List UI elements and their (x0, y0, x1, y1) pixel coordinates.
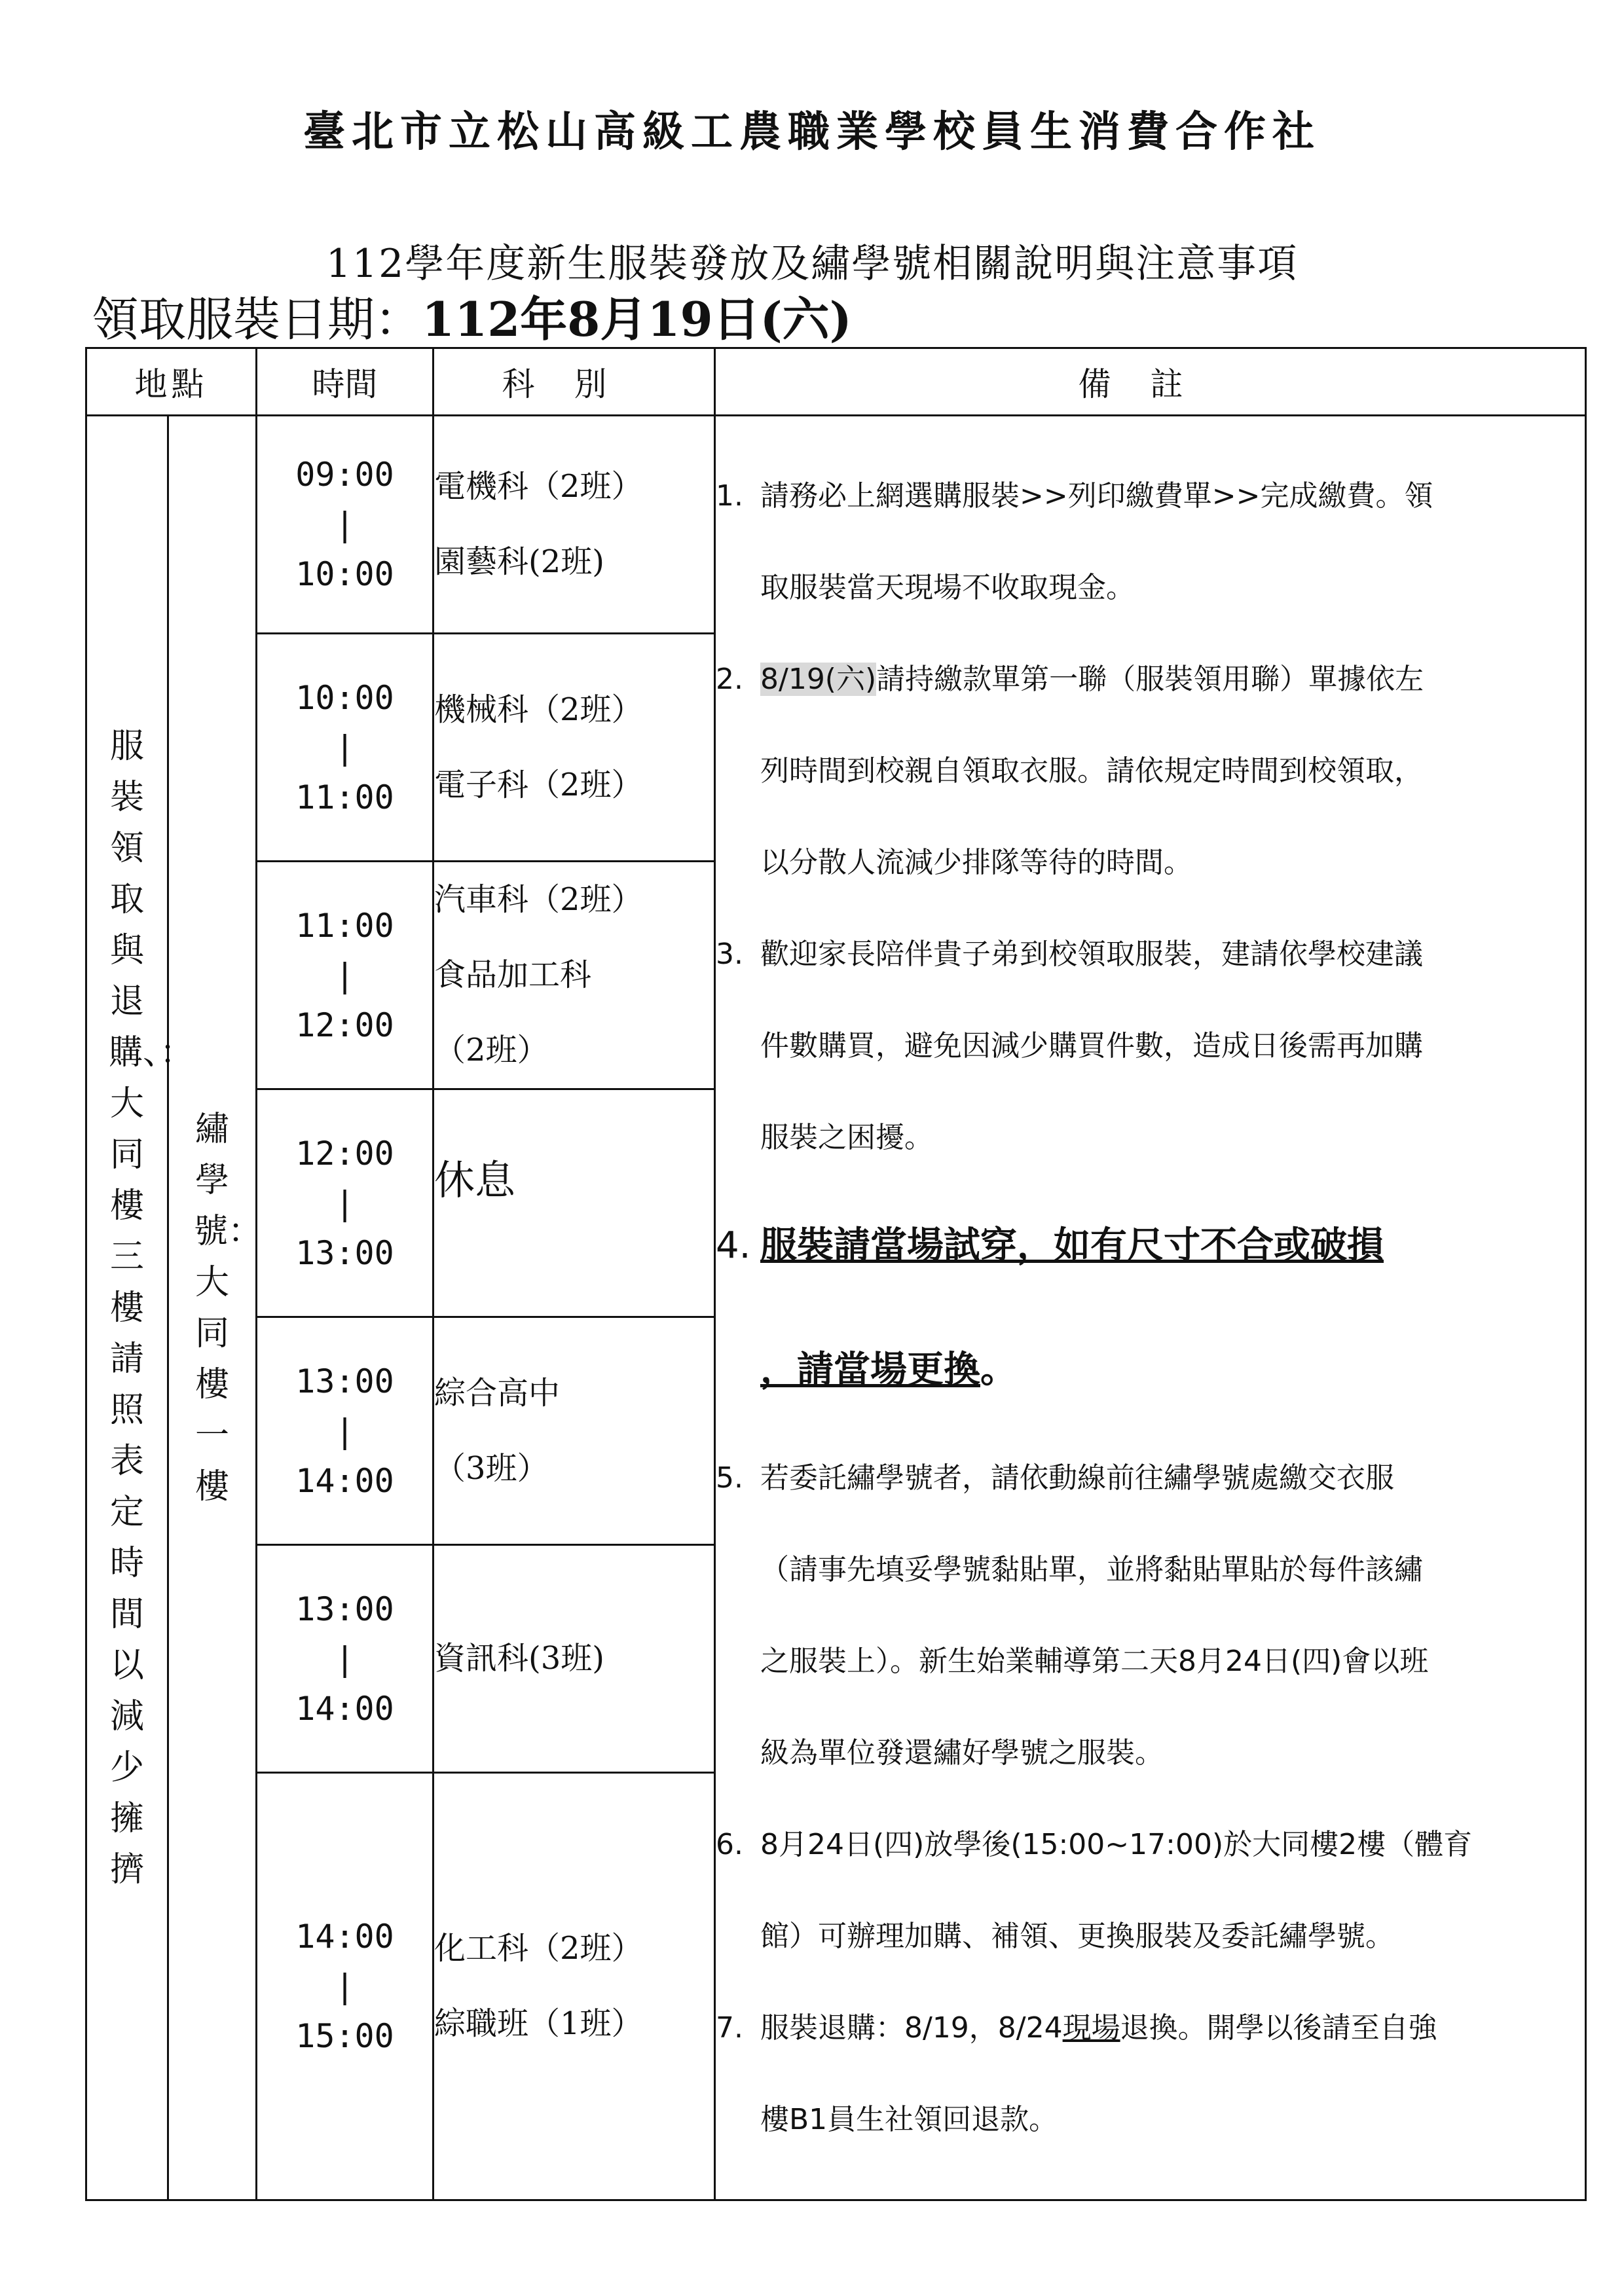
time-end: 14:00 (295, 1461, 394, 1500)
table-header-row (86, 348, 1586, 416)
note-text: 取服裝當天現場不收取現金。 (760, 570, 1135, 604)
time-slot-4 (257, 1089, 434, 1317)
time-separator: | (335, 728, 355, 767)
time-slot-1 (257, 416, 434, 634)
location-embroidery-cell (168, 416, 263, 2200)
note-text: 樓B1員生社領回退款。 (760, 2102, 1058, 2136)
subject-line: 化工科（2班） (434, 1930, 643, 1967)
time-slot-3 (257, 862, 434, 1089)
pickup-date-label: 領取服裝日期： (92, 292, 422, 347)
note-2 (716, 634, 1585, 909)
note-text: 服裝之困擾。 (760, 1120, 933, 1154)
note-text: 若委託繡學號者，請依動線前往繡學號處繳交衣服 (760, 1461, 1394, 1495)
time-end: 14:00 (295, 1689, 394, 1728)
note-number: 1. (716, 479, 743, 513)
note-text: 8月24日(四)放學後(15:00~17:00)於大同樓2樓（體育 (760, 1827, 1473, 1861)
header-location: 地點 (86, 348, 257, 416)
note-1 (716, 450, 1585, 634)
subject-line: 資訊科(3班) (434, 1640, 604, 1677)
note-4 (716, 1184, 1585, 1432)
note-text: 服裝退購：8/19，8/24 (760, 2011, 1063, 2045)
note-text: 館）可辦理加購、補領、更換服裝及委託繡學號。 (760, 1919, 1394, 1953)
time-separator: | (335, 505, 355, 543)
location-main-text: 服裝領取與退購、：大同樓三樓請照表定時間以減少擁擠 (109, 726, 194, 1889)
subject-cell (434, 1773, 715, 2200)
subject-line: 汽車科（2班） (434, 881, 643, 918)
time-separator: | (335, 956, 355, 994)
subject-line: 機械科（2班） (434, 691, 643, 728)
subject-line: 電子科（2班） (434, 766, 643, 803)
note-text: 歡迎家長陪伴貴子弟到校領取服裝，建請依學校建議 (760, 937, 1423, 971)
note-text: 以分散人流減少排隊等待的時間。 (760, 845, 1192, 879)
note-number: 5. (716, 1461, 743, 1495)
time-start: 10:00 (295, 678, 394, 717)
time-separator: | (335, 1184, 355, 1222)
note-6 (716, 1799, 1585, 1982)
subject-cell (434, 416, 715, 634)
subject-cell (434, 634, 715, 862)
note-text: 退換。開學以後請至自強 (1120, 2011, 1437, 2045)
time-separator: | (335, 1967, 355, 2005)
subject-line: （3班） (434, 1449, 549, 1487)
note-3 (716, 909, 1585, 1184)
time-end: 15:00 (295, 2017, 394, 2055)
subject-cell (434, 1317, 715, 1545)
location-embroidery-text: 繡學號：大同樓一樓 (194, 1109, 263, 1506)
time-slot-6 (257, 1545, 434, 1773)
note-text: （請事先填妥學號黏貼單，並將黏貼單貼於每件該繡 (760, 1552, 1423, 1586)
subject-line: 綜職班（1班） (434, 2005, 643, 2042)
page-subtitle: 112學年度新生服裝發放及繡學號相關說明與注意事項 (325, 241, 1299, 287)
time-start: 11:00 (295, 906, 394, 945)
note-7 (716, 1982, 1585, 2166)
time-start: 13:00 (295, 1590, 394, 1628)
note-emphasis: 服裝請當場試穿，如有尺寸不合或破損 (760, 1224, 1384, 1267)
location-main-cell (86, 416, 194, 2200)
subject-line: （2班） (434, 1032, 549, 1068)
subject-line: 電機科（2班） (434, 468, 643, 505)
note-5 (716, 1432, 1585, 1799)
subject-cell (434, 862, 715, 1089)
notes-cell (715, 416, 1586, 2200)
subject-line: 綜合高中 (434, 1374, 561, 1412)
time-slot-7 (257, 1773, 434, 2200)
page-title: 臺北市立松山高級工農職業學校員生消費合作社 (303, 107, 1321, 156)
schedule-table (85, 347, 1587, 2201)
subject-rest: 休息 (434, 1156, 516, 1204)
header-time: 時間 (257, 348, 434, 416)
note-emphasis: ，請當場更換 (760, 1348, 980, 1391)
subject-line: 食品加工科 (434, 957, 592, 993)
time-slot-5 (257, 1317, 434, 1545)
note-text: 請務必上網選購服裝>>列印繳費單>>完成繳費。領 (760, 479, 1433, 513)
subject-line: 園藝科(2班) (434, 543, 604, 580)
note-text: 級為單位發還繡好學號之服裝。 (760, 1736, 1164, 1770)
note-text: 列時間到校親自領取衣服。請依規定時間到校領取， (760, 754, 1423, 788)
pickup-date-value: 112年8月19日(六) (422, 291, 852, 347)
time-end: 13:00 (295, 1233, 394, 1272)
note-number: 4. (716, 1224, 751, 1267)
time-separator: | (335, 1639, 355, 1678)
time-end: 10:00 (295, 555, 394, 593)
note-text: 。 (980, 1348, 1017, 1391)
table-row (86, 416, 1586, 634)
time-separator: | (335, 1412, 355, 1450)
note-number: 6. (716, 1827, 743, 1861)
note-underline: 現場 (1062, 2011, 1120, 2045)
subject-cell (434, 1089, 715, 1317)
note-highlight-date: 8/19(六) (760, 662, 877, 696)
header-notes: 備註 (715, 348, 1586, 416)
time-end: 11:00 (295, 778, 394, 816)
time-start: 14:00 (295, 1918, 394, 1956)
header-subject: 科別 (434, 348, 715, 416)
note-number: 7. (716, 2011, 743, 2045)
note-number: 2. (716, 662, 743, 696)
note-text: 件數購買，避免因減少購買件數，造成日後需再加購 (760, 1029, 1423, 1063)
time-start: 09:00 (295, 456, 394, 494)
time-slot-2 (257, 634, 434, 862)
note-text: 之服裝上）。新生始業輔導第二天8月24日(四)會以班 (760, 1644, 1429, 1678)
note-number: 3. (716, 937, 743, 971)
pickup-date (92, 282, 852, 350)
time-start: 12:00 (295, 1134, 394, 1173)
note-text: 請持繳款單第一聯（服裝領用聯）單據依左 (876, 662, 1424, 696)
time-end: 12:00 (295, 1006, 394, 1044)
subject-cell (434, 1545, 715, 1773)
time-start: 13:00 (295, 1362, 394, 1400)
